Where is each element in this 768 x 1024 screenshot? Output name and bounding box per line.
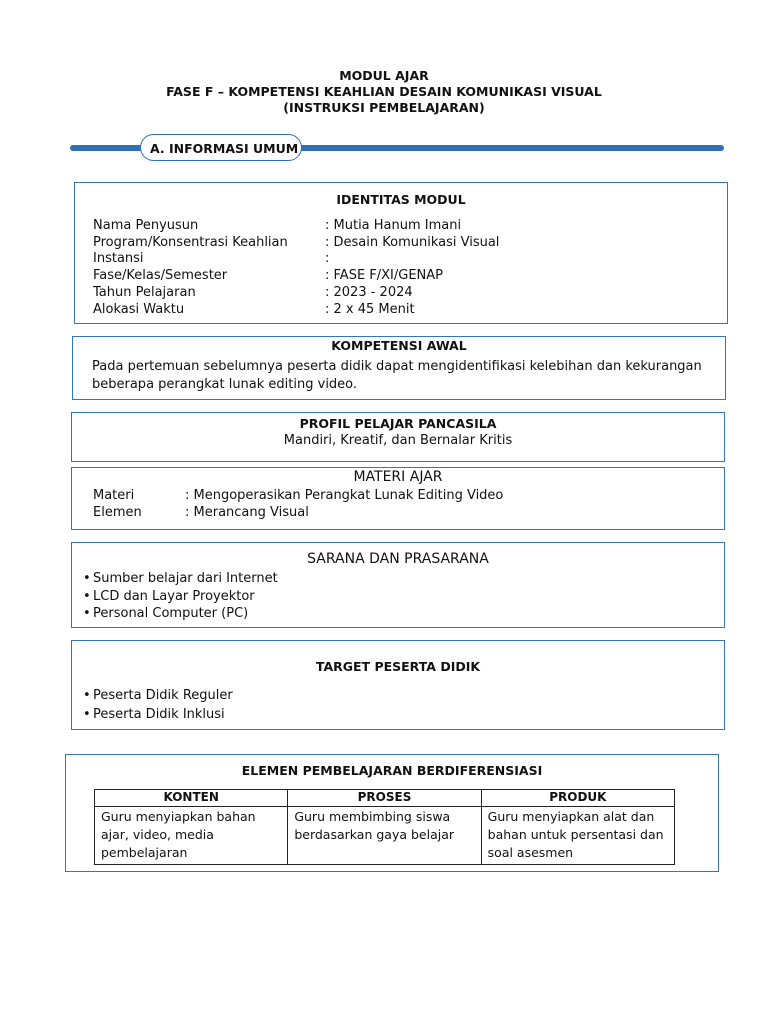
row-value: :	[325, 251, 330, 267]
sarana-list	[85, 570, 278, 623]
row-label: Fase/Kelas/Semester	[93, 268, 228, 284]
materi-row	[93, 505, 503, 522]
column-header: KONTEN	[95, 790, 288, 807]
profil-pelajar-box	[71, 412, 725, 462]
row-label: Program/Konsentrasi Keahlian	[93, 234, 288, 250]
list-item: • Personal Computer (PC)	[85, 605, 278, 623]
differentiation-table	[94, 789, 675, 865]
header-subtitle: FASE F – KOMPETENSI KEAHLIAN DESAIN KOMUNIKASI VISUAL	[166, 84, 602, 99]
materi-row	[93, 488, 503, 505]
list-item: • LCD dan Layar Proyektor	[85, 588, 278, 606]
row-value: : 2 x 45 Menit	[325, 301, 415, 317]
row-value: : 2023 - 2024	[325, 284, 413, 300]
kompetensi-awal-box	[72, 336, 726, 400]
row-value: : Merancang Visual	[185, 504, 309, 520]
list-item: • Sumber belajar dari Internet	[85, 570, 278, 588]
identitas-row	[93, 235, 499, 252]
sarana-title: SARANA DAN PRASARANA	[307, 551, 489, 567]
identitas-row	[93, 251, 499, 268]
table-cell: Guru menyiapkan alat dan bahan untuk persentasi dan soal asesmen	[481, 807, 674, 865]
identitas-row	[93, 218, 499, 235]
row-value: : FASE F/XI/GENAP	[325, 268, 444, 284]
profil-title: PROFIL PELAJAR PANCASILA	[299, 416, 497, 431]
table-cell: Guru membimbing siswa berdasarkan gaya belajar	[288, 807, 481, 865]
document-header	[0, 68, 768, 116]
row-value: : Mengoperasikan Perangkat Lunak Editing Video	[185, 488, 504, 503]
elemen-title: ELEMEN PEMBELAJARAN BERDIFERENSIASI	[241, 763, 543, 778]
kompetensi-text	[92, 358, 702, 393]
table-header-row	[95, 790, 675, 807]
row-value: : Mutia Hanum Imani	[325, 218, 462, 233]
row-label: Nama Penyusun	[93, 218, 199, 233]
target-peserta-box	[71, 640, 725, 730]
identitas-row	[93, 268, 499, 285]
row-label: Tahun Pelajaran	[93, 284, 196, 300]
sarana-prasarana-box	[71, 542, 725, 628]
row-label: Elemen	[93, 504, 142, 520]
identitas-modul-box	[74, 182, 728, 324]
header-note: (INSTRUKSI PEMBELAJARAN)	[283, 100, 485, 115]
elemen-pembelajaran-box	[65, 754, 719, 872]
list-item: • Peserta Didik Reguler	[85, 686, 233, 705]
identitas-row	[93, 285, 499, 302]
list-item: • Peserta Didik Inklusi	[85, 705, 233, 724]
materi-table	[93, 488, 503, 521]
column-header: PRODUK	[481, 790, 674, 807]
table-row	[95, 807, 675, 865]
row-label: Instansi	[93, 251, 144, 267]
profil-text: Mandiri, Kreatif, dan Bernalar Kritis	[283, 433, 513, 448]
section-heading: A. INFORMASI UMUM	[140, 134, 302, 161]
kompetensi-line: beberapa perangkat lunak editing video.	[92, 376, 358, 392]
kompetensi-line: Pada pertemuan sebelumnya peserta didik dapat mengidentifikasi kelebihan dan kekurangan	[92, 359, 702, 374]
row-label: Materi	[93, 488, 135, 503]
table-cell: Guru menyiapkan bahan ajar, video, media pembelajaran	[95, 807, 288, 865]
target-title: TARGET PESERTA DIDIK	[315, 659, 481, 674]
header-title: MODUL AJAR	[339, 68, 429, 83]
column-header: PROSES	[288, 790, 481, 807]
target-list	[85, 686, 233, 724]
kompetensi-title: KOMPETENSI AWAL	[331, 338, 467, 353]
identitas-table	[93, 218, 499, 318]
row-value: : Desain Komunikasi Visual	[325, 234, 500, 250]
identitas-title: IDENTITAS MODUL	[336, 192, 466, 207]
row-label: Alokasi Waktu	[93, 301, 185, 317]
materi-title: MATERI AJAR	[353, 469, 443, 485]
identitas-row	[93, 302, 499, 319]
materi-ajar-box	[71, 467, 725, 530]
